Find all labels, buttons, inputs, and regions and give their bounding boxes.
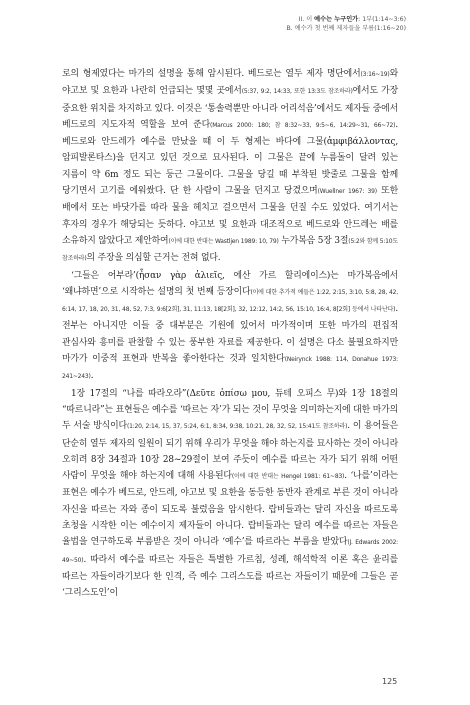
citation: (Marcus 2000: 180; 참 8:32~33, 9:5~6, 14:29~31, 66~72) <box>210 121 396 129</box>
text-run: . <box>90 371 94 382</box>
citation: (J. Edwards 2002: 49~50) <box>62 539 399 564</box>
text-run: 의 주장을 의심할 근거는 전혀 없다. <box>86 253 221 264</box>
citation: (5:2와 함께 5:10도 참조하라) <box>62 237 399 263</box>
text-run: 에서도 가장 중요한 위치를 차지하고 있다. 이것은 ‘통솔력뿐만 아니라 어리석음’에서도 제자들 중에서 베드로의 지도자적 역할을 보여 준다 <box>62 86 398 130</box>
running-header-section: B. 예수가 첫 번째 제자들을 부름(1:16~20) <box>286 25 406 32</box>
text-run: 또한 배에서 또는 바닷가를 따라 물을 헤치고 걸으면서 그물을 던질 수도 있었다. 여기서는 후자의 경우가 해당되는 듯하다. 야고보 및 요한과 대조적으로 베드로와 안드레는 배를 소유하지 않았다고 제안하여 <box>62 186 398 246</box>
body-text <box>62 66 398 602</box>
text-run: 누가복음 5장 3절 <box>278 235 349 246</box>
text-run: 1장 17절의 “나를 따라오라”(Δεῦτε ὀπίσω μου, 듀테 오피스 무)와 1장 18절의 “따르니라”는 표현들은 예수를 ‘따르는 자’가 되는 것이 무엇을 의미하는지에 대한 마가의 두 서술 방식이다 <box>62 388 398 432</box>
citation: (이에 대한 반대는 Hengel 1981: 61~83) <box>231 473 345 481</box>
citation: (Wuellner 1967: 39) <box>317 188 377 196</box>
citation: (3:16~19) <box>360 71 390 78</box>
citation: (이에 대한 추가적 예들은 1:22, 2:15, 3:10, 5:8, 28, 42, 6:14, 17, 18, 20, 31, 48, 52, 7:3, 9:6[2회], 31, 11:13, 18[2회], 32, 12:12, 14:2, 56, 15:10, 16:4, 8[2회] 등에서 나타난다) <box>62 288 398 314</box>
paragraph <box>62 386 398 602</box>
text-run: . 베드로와 안드레가 예수를 만났을 때 이 두 형제는 바다에 그물(ἀμφιβάλλοντας, 암피발론타스)을 던지고 있던 것으로 묘사된다. 이 그물은 끝에 누름돌이 달려 있는 지름이 약 6m 정도 되는 둥근 그물이다. 그물을 당길 때 부착된 밧줄로 그물을 함께 당기면서 고기를 에워쌌다. 단 한 사람이 그물을 던지고 당겼으며 <box>62 119 398 197</box>
paragraph <box>62 66 398 268</box>
running-header-emphasis: 예수는 누구인가 <box>314 16 359 23</box>
running-header-chapter: II. 이 예수는 누구인가: 1부(1:14~3:6) <box>298 16 406 23</box>
page-number: 125 <box>382 677 398 686</box>
citation: (1:20, 2:14, 15, 37, 5:24, 6:1, 8:34, 9:38, 10:21, 28, 32, 52, 15:41도 참조하라) <box>126 423 348 431</box>
text-run: ‘그들은 어부라’(ἦσαν γὰρ ἁλιεῖς, 에산 가르 할리에이스)는 마가복음에서 ‘왜냐하면’으로 시작하는 설명의 첫 번째 등장이다 <box>62 270 398 297</box>
citation: (이에 대한 반대는 Wastljen 1989: 10, 79) <box>168 237 279 245</box>
text-run: . ‘나를’이라는 표현은 예수가 베드로, 안드레, 야고보 및 요한을 동등한 동반자 관계로 부른 것이 아니라 자신을 따르는 자와 종이 되도록 불렀음을 암시한다. 랍비들과는 달리 자신을 따르도록 초청을 시작한 이는 예수이지 제자들이 아니다. 랍비들과는 달리 예수를 따르는 자들은 율법을 연구하도록 부름받은 것이 아니라 ‘예수’를 따르라는 부름을 받았다 <box>62 471 398 548</box>
text-run: . 이 용어들은 단순히 열두 제자의 일원이 되기 위해 우리가 무엇을 해야 하는지를 묘사하는 것이 아니라 오히려 8장 34절과 10장 28~29절이 보여 주듯이 예수를 따르는 자가 되기 위해 어떤 사람이 무엇을 해야 하는지에 대해 사용된다 <box>62 421 399 482</box>
text-run: . 전부는 아니지만 이들 중 대부분은 기원에 있어서 마가적이며 또한 마가의 편집적 관심사와 흥미를 판찰할 수 있는 풍부한 자료를 제공한다. 이 설명은 다소 불필요하지만 마가가 이중적 표현과 반복을 좋아한다는 것과 일치한다 <box>62 304 398 365</box>
text-run: . 따라서 예수를 따르는 자들은 특별한 가르침, 성례, 해석학적 이론 혹은 윤리를 따르는 자들이라기보다 한 인격, 즉 예수 그리스도를 따르는 자들이기 때문에 그들은 곧 ‘그리스도인’이 <box>62 554 398 599</box>
paragraph <box>62 268 398 386</box>
citation: (5:37, 9:2, 14:33, 또한 13:3도 참조하라) <box>241 88 353 96</box>
text-run: 와 야고보 및 요한과 나란히 언급되는 몇몇 곳에서 <box>62 69 398 97</box>
text-run: 로의 형제였다는 마가의 설명을 통해 암시된다. 베드로는 열두 제자 명단에서 <box>62 69 361 79</box>
running-header <box>286 15 406 33</box>
citation: (Neirynck 1988: 114, Donahue 1973: 241~243) <box>62 356 398 381</box>
